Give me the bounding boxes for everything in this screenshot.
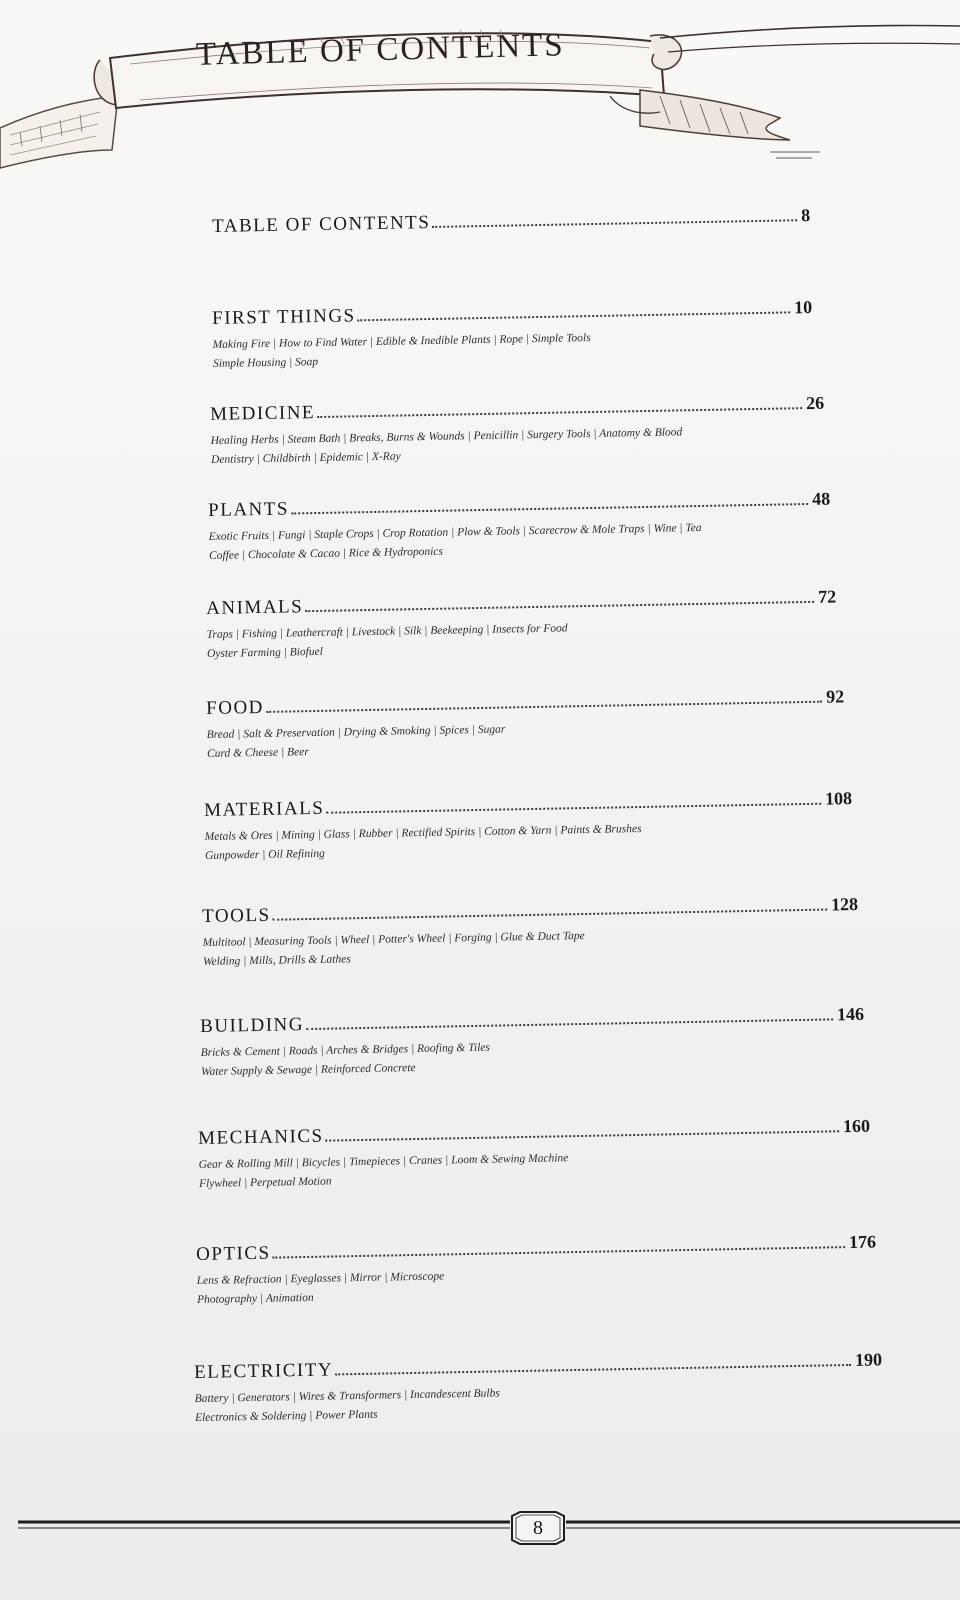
toc-entry-title: FOOD — [206, 696, 265, 719]
toc-entry-topics: Gear & Rolling Mill | Bicycles | Timepieces | Cranes | Loom & Sewing Machine — [198, 1152, 569, 1171]
ribbon-banner — [0, 0, 960, 180]
banner-title: TABLE OF CONTENTS — [195, 27, 566, 73]
toc-entry-topics: Bricks & Cement | Roads | Arches & Bridges | Roofing & Tiles — [200, 1041, 491, 1059]
toc-entry[interactable] — [204, 788, 853, 867]
toc-entry-page: 8 — [800, 205, 811, 226]
toc-entry[interactable] — [206, 586, 837, 665]
toc-entry-topics: Traps | Fishing | Leathercraft | Livestock | Silk | Beekeeping | Insects for Food — [206, 622, 568, 641]
toc-entry-topics: Gunpowder | Oil Refining — [204, 847, 325, 862]
leader-dots — [305, 600, 814, 612]
toc-entry-title: BUILDING — [200, 1014, 305, 1037]
toc-entry-topics: Welding | Mills, Drills & Lathes — [202, 953, 351, 968]
toc-entry-page: 10 — [793, 297, 813, 318]
toc-entry-page: 92 — [825, 686, 845, 707]
toc-entry-topics: Simple Housing | Soap — [212, 356, 319, 370]
toc-entry-topics: Lens & Refraction | Eyeglasses | Mirror | Microscope — [196, 1270, 445, 1287]
toc-entry-topics: Electronics & Soldering | Power Plants — [194, 1408, 378, 1424]
toc-entry[interactable] — [194, 1349, 883, 1429]
toc-entry[interactable] — [208, 489, 831, 567]
footer-rule — [0, 1510, 960, 1560]
leader-dots — [326, 802, 821, 814]
toc-entry-title: FIRST THINGS — [212, 305, 356, 329]
toc-entry-topics: Multitool | Measuring Tools | Wheel | Potter's Wheel | Forging | Glue & Duct Tape — [202, 929, 585, 949]
toc-entry-topics: Curd & Cheese | Beer — [206, 746, 309, 760]
toc-entry[interactable] — [210, 393, 825, 471]
toc-entry-topics: Metals & Ores | Mining | Glass | Rubber | Rectified Spirits | Cotton & Yarn | Paints & Brushes — [204, 822, 642, 843]
toc-entry-title: MECHANICS — [198, 1125, 324, 1149]
leader-dots — [317, 406, 802, 418]
leader-dots — [326, 1129, 840, 1141]
toc-entry-page: 160 — [842, 1115, 871, 1137]
toc-entry-topics: Coffee | Chocolate & Cacao | Rice & Hydroponics — [208, 545, 444, 562]
toc-entry-page: 48 — [811, 488, 831, 509]
leader-dots — [432, 218, 797, 228]
toc-entry-topics: Healing Herbs | Steam Bath | Breaks, Burns & Wounds | Penicillin | Surgery Tools | Anatomy & Blood — [210, 426, 683, 447]
toc-entry-topics: Flywheel | Perpetual Motion — [198, 1175, 332, 1190]
toc-entry-title: ANIMALS — [206, 596, 304, 619]
leader-dots — [306, 1017, 833, 1030]
toc-entry-page: 26 — [805, 392, 825, 414]
toc-entry[interactable] — [202, 894, 859, 973]
toc-entry[interactable] — [212, 205, 810, 238]
leader-dots — [335, 1363, 851, 1375]
toc-entry[interactable] — [206, 686, 845, 765]
toc-entry-topics: Exotic Fruits | Fungi | Staple Crops | Crop Rotation | Plow & Tools | Scarecrow & Mole Traps | Wine | Tea — [208, 521, 702, 543]
toc-entry-topics: Oyster Farming | Biofuel — [206, 645, 324, 660]
toc-entry-topics: Water Supply & Sewage | Reinforced Concrete — [200, 1062, 416, 1078]
toc-entry[interactable] — [200, 1004, 865, 1083]
toc-entry-page: 108 — [824, 788, 853, 809]
toc-entry-page: 146 — [836, 1003, 865, 1025]
leader-dots — [358, 310, 791, 321]
toc-entry-topics: Making Fire | How to Find Water | Edible & Inedible Plants | Rope | Simple Tools — [212, 332, 591, 351]
toc-entry-title: MEDICINE — [210, 402, 316, 425]
toc-entry-title: PLANTS — [208, 498, 290, 521]
toc-entry-page: 176 — [848, 1231, 877, 1253]
toc-entry-page: 72 — [817, 586, 837, 607]
toc-entry-page: 128 — [830, 893, 859, 915]
ribbon-banner-illustration — [0, 0, 960, 180]
toc-entry-topics: Photography | Animation — [196, 1291, 314, 1306]
page-footer — [0, 1510, 960, 1560]
toc-entry-title: TOOLS — [202, 904, 271, 927]
toc-entry[interactable] — [212, 297, 813, 375]
toc-entry-title: OPTICS — [196, 1242, 271, 1265]
page-number: 8 — [533, 1517, 543, 1539]
toc-entry[interactable] — [198, 1116, 871, 1195]
leader-dots — [266, 700, 822, 713]
leader-dots — [273, 908, 828, 921]
leader-dots — [291, 502, 808, 514]
toc-entry-topics: Battery | Generators | Wires & Transformers | Incandescent Bulbs — [194, 1387, 500, 1405]
toc-entry-title: MATERIALS — [204, 797, 325, 821]
toc-entry-title: ELECTRICITY — [194, 1359, 334, 1383]
toc-entry-topics: Dentistry | Childbirth | Epidemic | X-Ray — [210, 450, 401, 466]
toc-entry-page: 190 — [854, 1349, 883, 1370]
toc-entry-title: TABLE OF CONTENTS — [212, 212, 431, 237]
leader-dots — [273, 1245, 845, 1258]
toc-entry-topics: Bread | Salt & Preservation | Drying & Smoking | Spices | Sugar — [206, 723, 506, 741]
toc-entry[interactable] — [196, 1232, 877, 1311]
